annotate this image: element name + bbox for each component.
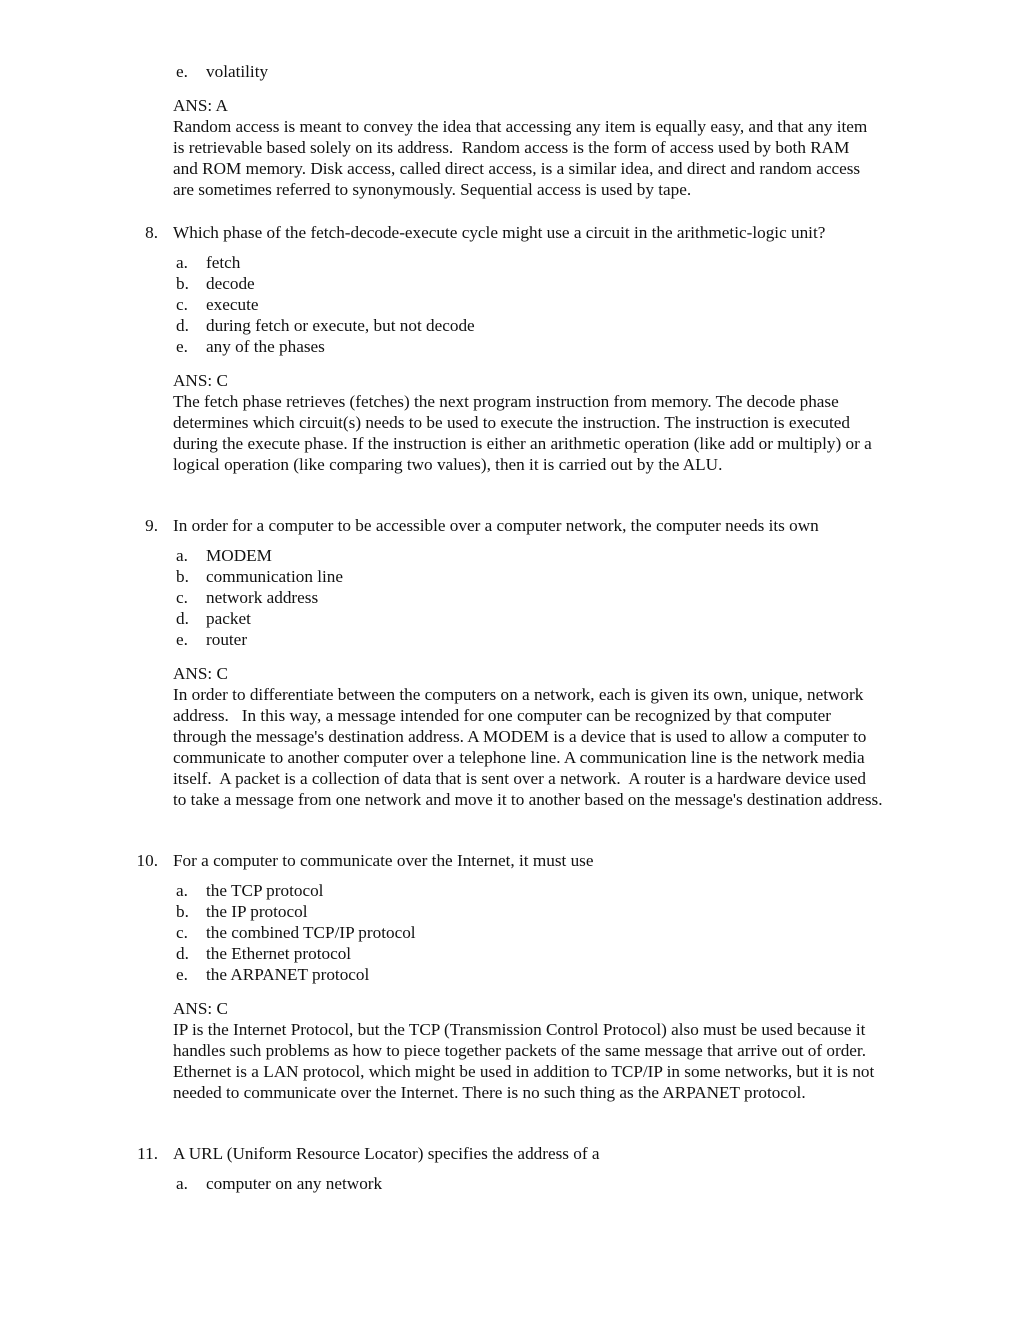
question-stem [0,515,1020,536]
option-text: computer on any network [206,1174,383,1193]
option-list [0,545,1020,650]
explanation-line: are sometimes referred to synonymously. Sequential access is used by tape. [173,180,692,199]
option-item [0,608,1020,629]
option-item [0,1173,1020,1194]
option-text: the ARPANET protocol [206,965,370,984]
option-item [0,294,1020,315]
option-text: during fetch or execute, but not decode [206,316,475,335]
option-item [0,901,1020,922]
explanation-line: and ROM memory. Disk access, called direct access, is a similar idea, and direct and random access [173,159,861,178]
option-letter: c. [176,295,188,314]
explanation-line: address. In this way, a message intended for one computer can be recognized by that computer [173,706,831,725]
question-11 [0,1143,1020,1194]
option-letter: b. [176,567,189,586]
option-text: any of the phases [206,337,325,356]
option-letter: a. [176,253,188,272]
option-letter: e. [176,337,188,356]
question-number: 8. [145,223,158,242]
explanation-line: during the execute phase. If the instruction is either an arithmetic operation (like add or multiply) or a [173,434,872,453]
option-text: packet [206,609,251,628]
answer-line: ANS: A [173,96,228,115]
option-text: MODEM [206,546,272,565]
option-letter: d. [176,944,189,963]
option-item [0,587,1020,608]
option-item [0,545,1020,566]
option-text: fetch [206,253,241,272]
option-letter: b. [176,902,189,921]
option-text: volatility [206,62,269,81]
option-text: communication line [206,567,343,586]
option-text: router [206,630,248,649]
option-list [0,880,1020,985]
option-item [0,943,1020,964]
question-10 [0,850,1020,1103]
option-letter: a. [176,881,188,900]
option-item [0,61,1020,82]
option-letter: c. [176,588,188,607]
question-8 [0,222,1020,475]
question-9 [0,515,1020,810]
answer-line: ANS: C [173,371,228,390]
option-text: the IP protocol [206,902,308,921]
explanation-line: through the message's destination address. A MODEM is a device that is used to allow a computer to [173,727,867,746]
option-item [0,880,1020,901]
explanation-line: handles such problems as how to piece together packets of the same message that arrive out of order. [173,1041,867,1060]
option-item [0,922,1020,943]
question-stem [0,1143,1020,1164]
explanation-line: IP is the Internet Protocol, but the TCP (Transmission Control Protocol) also must be used because it [173,1020,866,1039]
explanation-line: to take a message from one network and move it to another based on the message's destination address. [173,790,883,809]
explanation-line: The fetch phase retrieves (fetches) the next program instruction from memory. The decode phase [173,392,839,411]
option-item [0,273,1020,294]
option-letter: e. [176,965,188,984]
question-number: 10. [136,851,158,870]
option-item [0,315,1020,336]
question-stem [0,850,1020,871]
question-number: 11. [137,1144,158,1163]
question-text: A URL (Uniform Resource Locator) specifies the address of a [173,1144,600,1163]
option-letter: e. [176,630,188,649]
option-text: the TCP protocol [206,881,324,900]
option-letter: a. [176,546,188,565]
option-item [0,964,1020,985]
explanation-line: itself. A packet is a collection of data that is sent over a network. A router is a hardware device used [173,769,867,788]
option-item [0,252,1020,273]
option-letter: e. [176,62,188,81]
explanation-line: logical operation (like comparing two values), then it is carried out by the ALU. [173,455,723,474]
question-stem [0,222,1020,243]
question-text: In order for a computer to be accessible over a computer network, the computer needs its own [173,516,819,535]
explanation-line: determines which circuit(s) needs to be used to execute the instruction. The instruction is executed [173,413,850,432]
question-text: For a computer to communicate over the Internet, it must use [173,851,594,870]
option-letter: a. [176,1174,188,1193]
explanation-line: needed to communicate over the Internet. There is no such thing as the ARPANET protocol. [173,1083,806,1102]
option-list [0,252,1020,357]
option-letter: c. [176,923,188,942]
option-item [0,629,1020,650]
option-text: decode [206,274,255,293]
option-list [0,1173,1020,1194]
answer-line: ANS: C [173,999,228,1018]
option-text: network address [206,588,319,607]
explanation-line: Random access is meant to convey the idea that accessing any item is equally easy, and that any item [173,117,868,136]
option-text: the combined TCP/IP protocol [206,923,416,942]
question-text: Which phase of the fetch-decode-execute cycle might use a circuit in the arithmetic-logic unit? [173,223,826,242]
option-item [0,336,1020,357]
answer-explanation [173,684,933,810]
option-letter: b. [176,274,189,293]
option-text: the Ethernet protocol [206,944,352,963]
option-letter: d. [176,609,189,628]
explanation-line: is retrievable based solely on its address. Random access is the form of access used by both RAM [173,138,850,157]
question-7-continuation [0,61,1020,200]
answer-line: ANS: C [173,664,228,683]
option-text: execute [206,295,259,314]
option-letter: d. [176,316,189,335]
explanation-line: Ethernet is a LAN protocol, which might be used in addition to TCP/IP in some networks, but it is not [173,1062,875,1081]
answer-explanation [173,116,933,200]
answer-explanation [173,1019,933,1103]
question-number: 9. [145,516,158,535]
explanation-line: In order to differentiate between the computers on a network, each is given its own, unique, network [173,685,864,704]
answer-explanation [173,391,933,475]
option-item [0,566,1020,587]
explanation-line: communicate to another computer over a telephone line. A communication line is the network media [173,748,865,767]
